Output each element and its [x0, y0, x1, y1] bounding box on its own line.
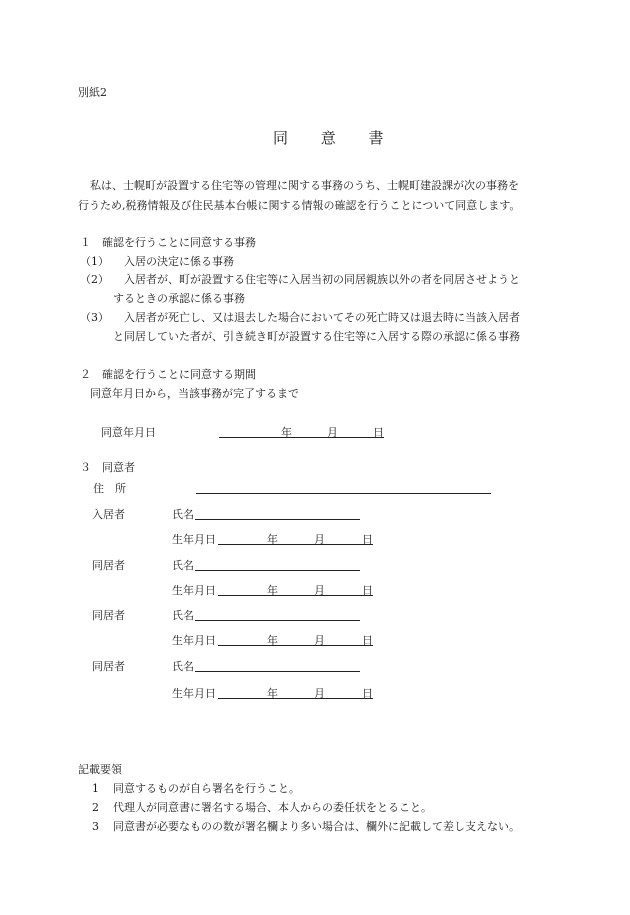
cohabitant-3-birth-year-unit: 年: [267, 687, 278, 700]
cohabitant-1-name-label: 氏名: [172, 559, 194, 572]
section-1-item-1-text: 入居の決定に係る事務: [124, 255, 234, 268]
section-1-heading: １ 確認を行うことに同意する事務: [80, 236, 256, 249]
note-3-text: 同意書が必要なものの数が署名欄より多い場合は、欄外に記載して差し支えない。: [113, 820, 520, 833]
cohabitant-2-birth-month-unit: 月: [314, 634, 325, 647]
cohabitant-3-birth-field[interactable]: [218, 698, 373, 699]
section-2-text: 同意年月日から，当該事務が完了するまで: [90, 387, 299, 400]
section-1-item-3-number: （3）: [80, 311, 109, 324]
cohabitant-3-birth-day-unit: 日: [362, 687, 373, 700]
page-title: 同 意 書: [273, 129, 398, 147]
cohabitant-2-label: 同居者: [92, 609, 125, 622]
resident-birth-day-unit: 日: [362, 533, 373, 546]
intro-line-1: 私は、士幌町が設置する住宅等の管理に関する事務のうち、士幌町建設課が次の事務を: [90, 179, 519, 192]
cohabitant-2-birth-label: 生年月日: [172, 634, 216, 647]
cohabitant-1-birth-field[interactable]: [218, 595, 373, 596]
resident-label: 入居者: [92, 508, 125, 521]
consent-date-field[interactable]: [219, 437, 384, 438]
cohabitant-3-name-label: 氏名: [172, 660, 194, 673]
section-1-item-3-text-line-1: 入居者が死亡し、又は退去した場合においてその死亡時又は退去時に当該入居者: [124, 311, 520, 324]
note-2-text: 代理人が同意書に署名する場合、本人からの委任状をとること。: [113, 801, 432, 814]
resident-birth-field[interactable]: [218, 544, 373, 545]
note-3-number: 3: [92, 820, 99, 833]
section-3-heading: ３ 同意者: [80, 461, 135, 474]
resident-name-field[interactable]: [195, 519, 360, 520]
note-1-number: 1: [92, 782, 99, 795]
cohabitant-2-name-field[interactable]: [195, 620, 360, 621]
cohabitant-1-birth-month-unit: 月: [314, 584, 325, 597]
note-2-number: 2: [92, 801, 99, 814]
cohabitant-1-name-field[interactable]: [195, 570, 360, 571]
cohabitant-3-label: 同居者: [92, 660, 125, 673]
cohabitant-1-birth-label: 生年月日: [172, 584, 216, 597]
consent-date-label: 同意年月日: [101, 426, 156, 439]
resident-name-label: 氏名: [172, 508, 194, 521]
section-1-item-2-text-line-2: するときの承認に係る事務: [113, 292, 245, 305]
attachment-label: 別紙2: [78, 86, 107, 99]
resident-birth-label: 生年月日: [172, 533, 216, 546]
resident-birth-month-unit: 月: [314, 533, 325, 546]
intro-line-2: 行うため,税務情報及び住民基本台帳に関する情報の確認を行うことについて同意します。: [78, 199, 521, 212]
address-field[interactable]: [196, 493, 491, 494]
resident-birth-year-unit: 年: [267, 533, 278, 546]
notes-heading: 記載要領: [78, 763, 122, 776]
cohabitant-2-birth-field[interactable]: [218, 645, 373, 646]
cohabitant-1-birth-year-unit: 年: [267, 584, 278, 597]
address-label: 住 所: [93, 482, 126, 495]
cohabitant-2-name-label: 氏名: [172, 609, 194, 622]
cohabitant-3-birth-label: 生年月日: [172, 687, 216, 700]
section-1-item-1-number: （1）: [80, 255, 109, 268]
note-1-text: 同意するものが自ら署名を行うこと。: [113, 782, 300, 795]
consent-date-year-unit: 年: [281, 426, 292, 439]
cohabitant-3-birth-month-unit: 月: [314, 687, 325, 700]
cohabitant-1-birth-day-unit: 日: [362, 584, 373, 597]
consent-date-month-unit: 月: [327, 426, 338, 439]
section-2-heading: ２ 確認を行うことに同意する期間: [80, 368, 256, 381]
section-1-item-2-number: （2）: [80, 273, 109, 286]
section-1-item-2-text-line-1: 入居者が、町が設置する住宅等に入居当初の同居親族以外の者を同居させようと: [124, 273, 520, 286]
cohabitant-2-birth-day-unit: 日: [362, 634, 373, 647]
cohabitant-1-label: 同居者: [92, 559, 125, 572]
cohabitant-2-birth-year-unit: 年: [267, 634, 278, 647]
consent-date-day-unit: 日: [373, 426, 384, 439]
cohabitant-3-name-field[interactable]: [195, 671, 360, 672]
section-1-item-3-text-line-2: と同居していた者が、引き続き町が設置する住宅等に入居する際の承認に係る事務: [113, 330, 520, 343]
